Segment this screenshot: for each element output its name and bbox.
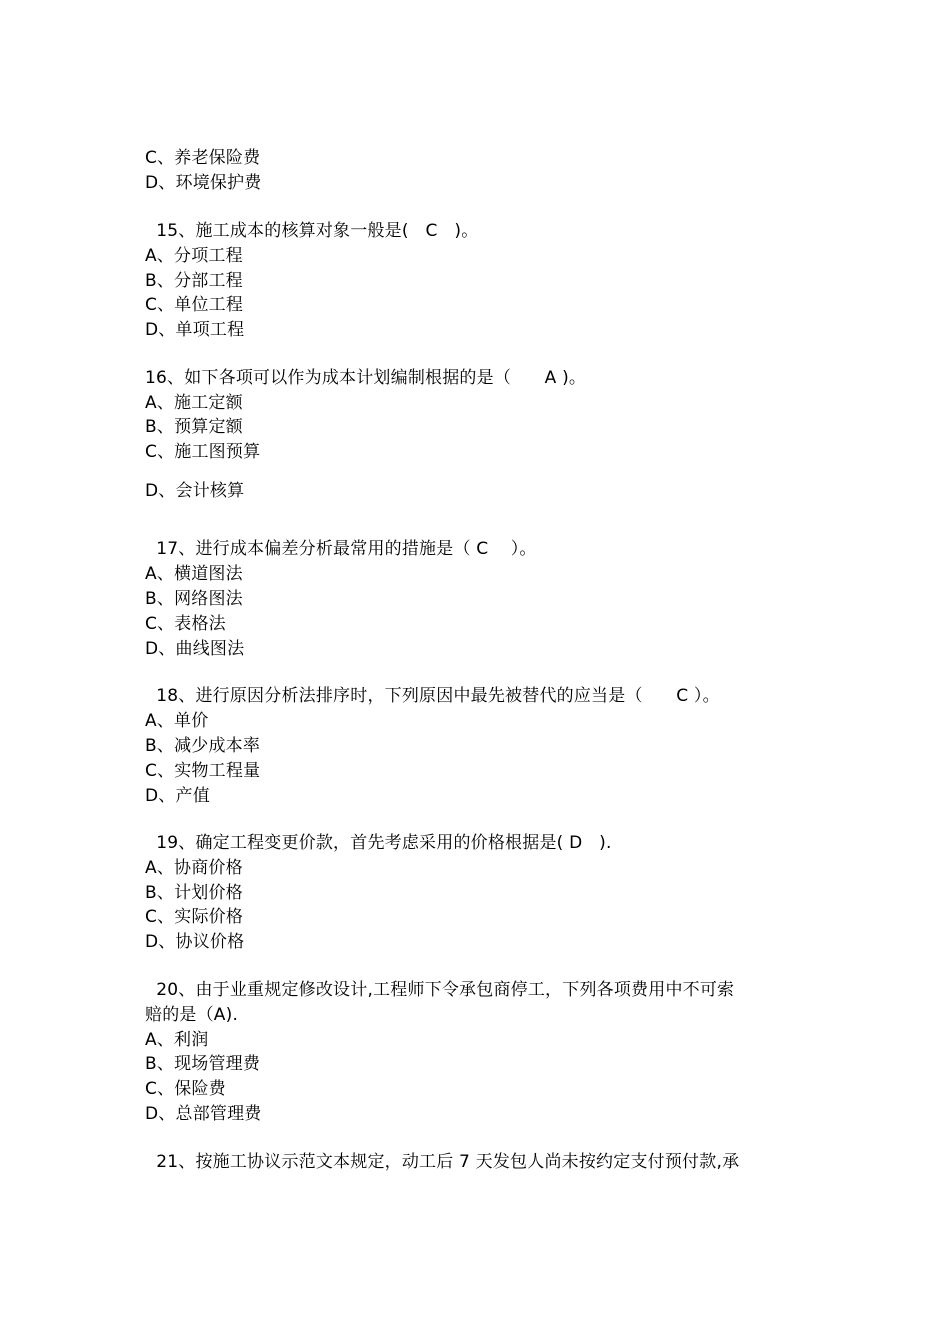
option-line: D、协议价格 [145,932,245,952]
option-line: D、曲线图法 [145,639,245,659]
option-line: C、单位工程 [145,295,244,315]
option-line: C、养老保险费 [145,148,261,168]
option-line: A、横道图法 [145,564,243,584]
question-line: 15、施工成本的核算对象一般是( C )。 [145,221,479,241]
question-line: 17、进行成本偏差分析最常用的措施是（ C ）。 [145,539,537,559]
option-line: C、实物工程量 [145,761,261,781]
option-line: C、保险费 [145,1079,226,1099]
option-line: B、分部工程 [145,271,243,291]
question-line-continued: 赔的是（A). [145,1005,239,1025]
option-line: C、实际价格 [145,907,244,927]
option-line: B、网络图法 [145,589,243,609]
option-line: D、总部管理费 [145,1104,262,1124]
option-line: A、施工定额 [145,393,243,413]
option-line: A、单价 [145,711,209,731]
question-line: 21、按施工协议示范文本规定，动工后 7 天发包人尚未按约定支付预付款,承 [145,1152,740,1172]
option-line: A、利润 [145,1030,209,1050]
question-line: 16、如下各项可以作为成本计划编制根据的是（ A )。 [145,368,587,388]
option-line: A、分项工程 [145,246,243,266]
option-line: D、单项工程 [145,320,245,340]
option-line: D、环境保护费 [145,173,262,193]
option-line: B、计划价格 [145,883,243,903]
question-line: 19、确定工程变更价款，首先考虑采用的价格根据是( D ). [145,833,612,853]
option-line: D、会计核算 [145,481,245,501]
option-line: D、产值 [145,786,210,806]
question-line: 20、由于业重规定修改设计,工程师下令承包商停工，下列各项费用中不可索 [145,980,735,1000]
option-line: C、表格法 [145,614,226,634]
option-line: C、施工图预算 [145,442,261,462]
option-line: B、减少成本率 [145,736,261,756]
option-line: B、现场管理费 [145,1054,261,1074]
option-line: A、协商价格 [145,858,243,878]
option-line: B、预算定额 [145,417,243,437]
question-line: 18、进行原因分析法排序时，下列原因中最先被替代的应当是（ C ）。 [145,686,720,706]
